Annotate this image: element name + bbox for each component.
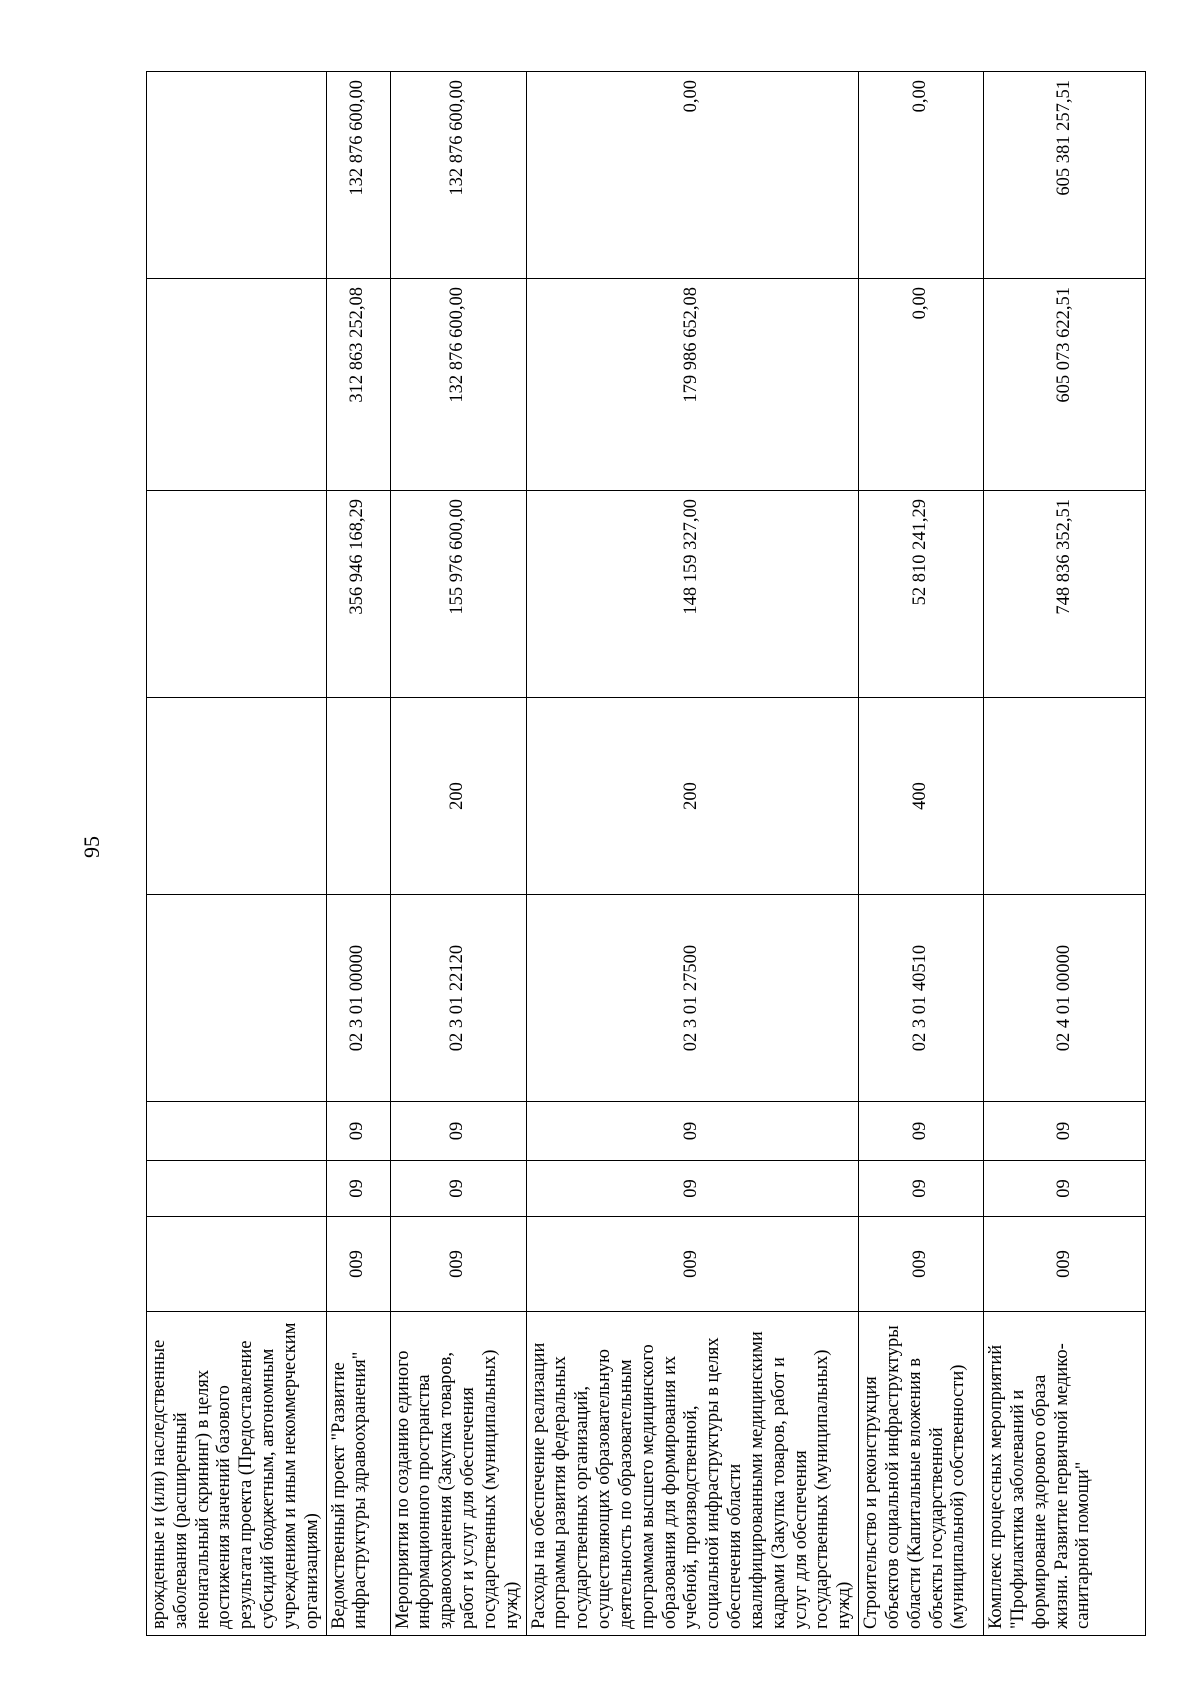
sum-1-cell: 155 976 600,00 — [390, 491, 526, 698]
grbs-cell: 009 — [984, 1217, 1146, 1312]
sum-1-cell: 148 159 327,00 — [526, 491, 858, 698]
razdel-cell: 09 — [326, 1161, 390, 1217]
csr-cell: 02 3 01 22120 — [390, 895, 526, 1102]
sum-2-cell: 132 876 600,00 — [390, 279, 526, 491]
table-row — [147, 72, 327, 1636]
razdel-cell: 09 — [526, 1161, 858, 1217]
vr-cell — [326, 698, 390, 895]
budget-table-area — [146, 72, 1094, 1636]
csr-cell: 02 4 01 00000 — [984, 895, 1146, 1102]
sum-1-cell: 748 836 352,51 — [984, 491, 1146, 698]
sum-1-cell: 356 946 168,29 — [326, 491, 390, 698]
podrazdel-cell: 09 — [326, 1102, 390, 1161]
table-row — [326, 72, 390, 1636]
vr-cell: 200 — [526, 698, 858, 895]
razdel-cell: 09 — [984, 1161, 1146, 1217]
row-name-cell: врожденные и (или) наследственные заболевания (расширенный неонатальный скрининг) в целях достижения значений базового результата проекта (Предоставление субсидий бюджетным, автономным учреждениям и иным некоммерческим организациям) — [147, 1312, 327, 1636]
grbs-cell: 009 — [390, 1217, 526, 1312]
csr-cell — [147, 895, 327, 1102]
table-row — [984, 72, 1146, 1636]
csr-cell: 02 3 01 27500 — [526, 895, 858, 1102]
grbs-cell: 009 — [859, 1217, 984, 1312]
table-row — [390, 72, 526, 1636]
razdel-cell — [147, 1161, 327, 1217]
sum-3-cell: 605 381 257,51 — [984, 72, 1146, 279]
row-name-cell: Расходы на обеспечение реализации программы развития федеральных государственных организаций, осуществляющих образовательную деятельность по образовательным программам высшего медицинского образования для формирования их учебной, производственной, социальной инфраструктуры в целях обеспечения области квалифицированными медицинскими кадрами (Закупка товаров, работ и услуг для обеспечения государственных (муниципальных) нужд) — [526, 1312, 858, 1636]
vr-cell: 200 — [390, 698, 526, 895]
sum-3-cell: 132 876 600,00 — [326, 72, 390, 279]
vr-cell — [147, 698, 327, 895]
sum-2-cell: 605 073 622,51 — [984, 279, 1146, 491]
rotated-table-wrapper — [146, 72, 1094, 1636]
grbs-cell — [147, 1217, 327, 1312]
csr-cell: 02 3 01 40510 — [859, 895, 984, 1102]
sum-3-cell: 132 876 600,00 — [390, 72, 526, 279]
sum-2-cell: 179 986 652,08 — [526, 279, 858, 491]
grbs-cell: 009 — [326, 1217, 390, 1312]
grbs-cell: 009 — [526, 1217, 858, 1312]
razdel-cell: 09 — [390, 1161, 526, 1217]
vr-cell — [984, 698, 1146, 895]
row-name-cell: Комплекс процессных мероприятий "Профилактика заболеваний и формирование здорового образа жизни. Развитие первичной медико-санитарной помощи" — [984, 1312, 1146, 1636]
sum-2-cell: 0,00 — [859, 279, 984, 491]
vr-cell: 400 — [859, 698, 984, 895]
row-name-cell: Мероприятия по созданию единого информационного пространства здравоохранения (Закупка товаров, работ и услуг для обеспечения государственных (муниципальных) нужд) — [390, 1312, 526, 1636]
sum-3-cell — [147, 72, 327, 279]
podrazdel-cell: 09 — [390, 1102, 526, 1161]
csr-cell: 02 3 01 00000 — [326, 895, 390, 1102]
table-row — [859, 72, 984, 1636]
sum-2-cell — [147, 279, 327, 491]
table-row — [526, 72, 858, 1636]
razdel-cell: 09 — [859, 1161, 984, 1217]
row-name-cell: Ведомственный проект "Развитие инфраструктуры здравоохранения" — [326, 1312, 390, 1636]
sum-2-cell: 312 863 252,08 — [326, 279, 390, 491]
podrazdel-cell: 09 — [984, 1102, 1146, 1161]
row-name-cell: Строительство и реконструкция объектов социальной инфраструктуры области (Капитальные вложения в объекты государственной (муниципальной) собственности) — [859, 1312, 984, 1636]
sum-3-cell: 0,00 — [859, 72, 984, 279]
sum-1-cell: 52 810 241,29 — [859, 491, 984, 698]
budget-table — [146, 71, 1146, 1636]
podrazdel-cell: 09 — [526, 1102, 858, 1161]
sum-3-cell: 0,00 — [526, 72, 858, 279]
podrazdel-cell — [147, 1102, 327, 1161]
page-number: 95 — [79, 836, 104, 858]
sum-1-cell — [147, 491, 327, 698]
podrazdel-cell: 09 — [859, 1102, 984, 1161]
